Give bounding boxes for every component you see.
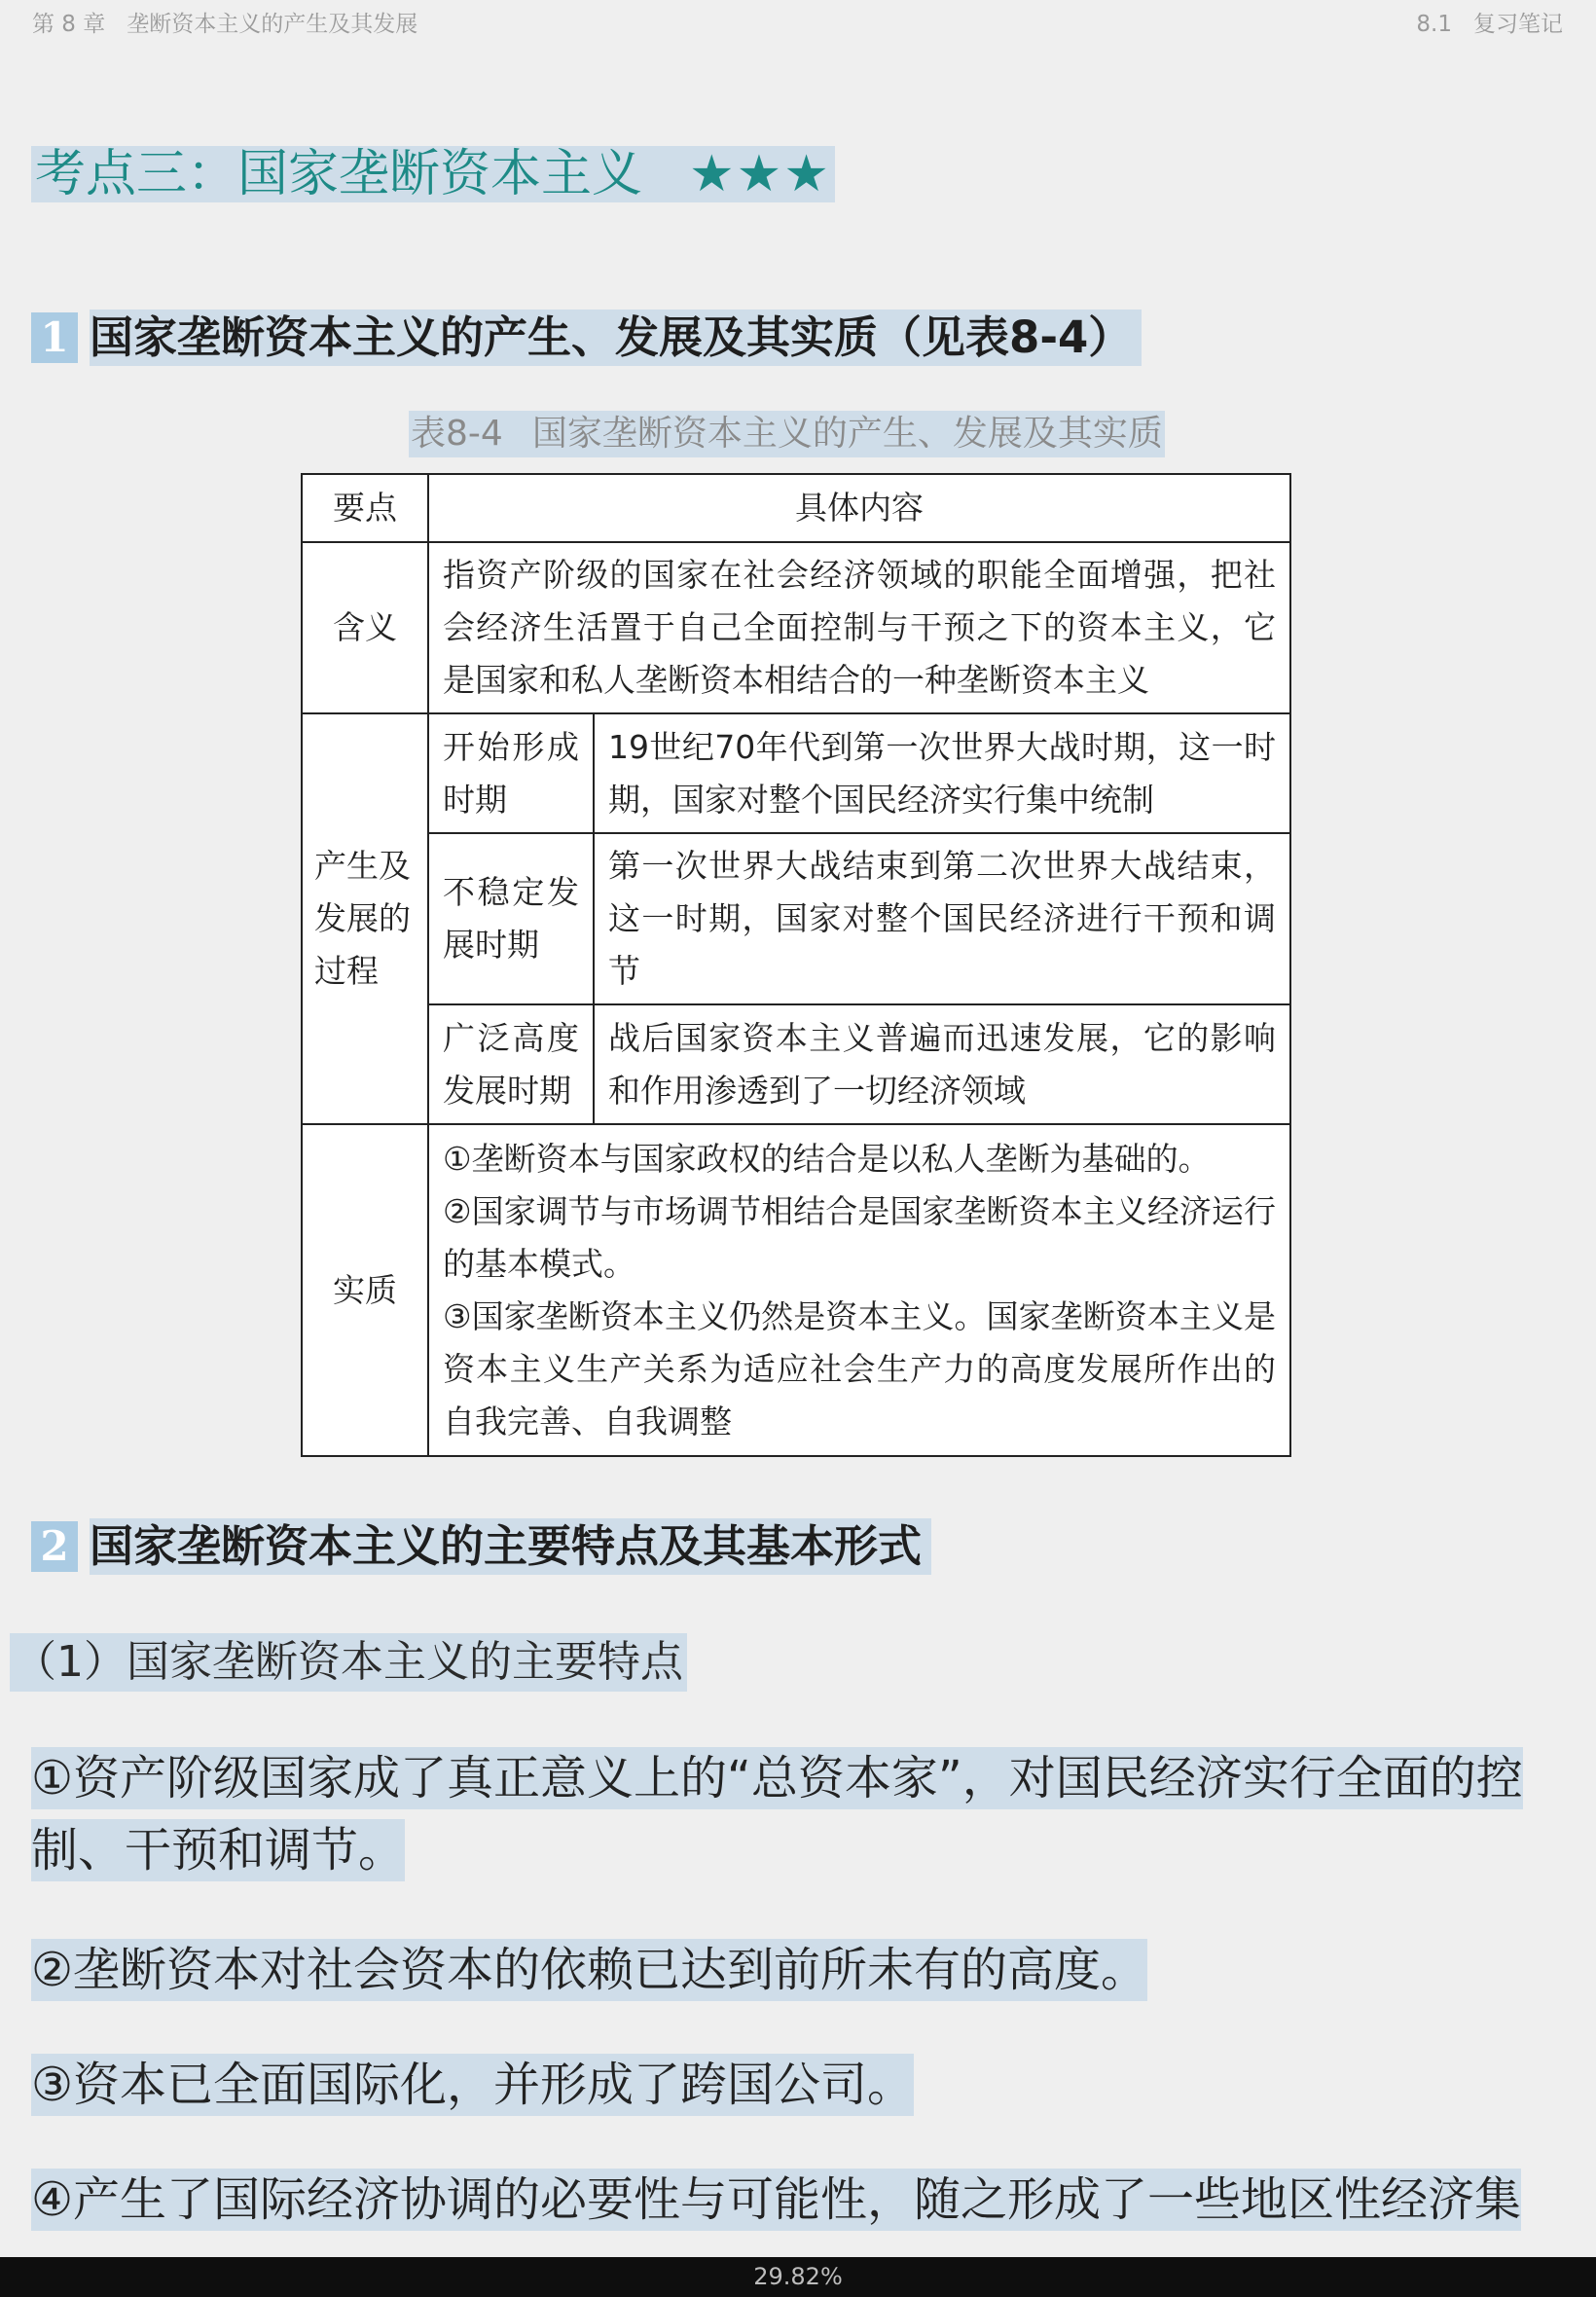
section-1-title: 国家垄断资本主义的产生、发展及其实质（见表8-4） — [90, 310, 1142, 366]
process-label: 产生及发展的过程 — [302, 713, 428, 1124]
process-text-1: 19世纪70年代到第一次世界大战时期，这一时期，国家对整个国民经济实行集中统制 — [594, 713, 1290, 833]
meaning-label: 含义 — [302, 542, 428, 713]
feature-point-2: ②垄断资本对社会资本的依赖已达到前所未有的高度。 — [31, 1934, 1530, 2006]
essence-line-2: ②国家调节与市场调节相结合是国家垄断资本主义经济运行的基本模式。 — [443, 1191, 1276, 1283]
header-chapter: 第 8 章 垄断资本主义的产生及其发展 — [32, 12, 418, 37]
running-header — [0, 4, 1596, 37]
essence-label: 实质 — [302, 1124, 428, 1456]
subheading-features: （1）国家垄断资本主义的主要特点 — [10, 1633, 687, 1692]
table-caption: 表8-4 国家垄断资本主义的产生、发展及其实质 — [409, 411, 1165, 457]
table-header-content: 具体内容 — [428, 474, 1290, 542]
section-2-heading — [31, 1518, 931, 1575]
reading-progress-bar — [0, 2257, 1596, 2297]
table-8-4 — [301, 473, 1291, 1457]
feature-point-4: ④产生了国际经济协调的必要性与可能性，随之形成了一些地区性经济集 — [31, 2164, 1530, 2236]
essence-line-1: ①垄断资本与国家政权的结合是以私人垄断为基础的。 — [443, 1139, 1211, 1178]
section-1-heading — [31, 310, 1142, 366]
feature-point-1: ①资产阶级国家成了真正意义上的“总资本家”，对国民经济实行全面的控制、干预和调节。 — [31, 1742, 1530, 1886]
section-1-number: 1 — [31, 312, 78, 363]
table-header-point: 要点 — [302, 474, 428, 542]
process-text-3: 战后国家资本主义普遍而迅速发展，它的影响和作用渗透到了一切经济领域 — [594, 1004, 1290, 1124]
process-period-2: 不稳定发展时期 — [428, 833, 594, 1004]
process-period-3: 广泛高度发展时期 — [428, 1004, 594, 1124]
section-2-number: 2 — [31, 1521, 78, 1572]
kaodian-title-text: 考点三：国家垄断资本主义 — [35, 145, 643, 203]
star-rating-icon: ★★★ — [689, 145, 831, 203]
kaodian-title — [31, 146, 835, 202]
meaning-text: 指资产阶级的国家在社会经济领域的职能全面增强，把社会经济生活置于自己全面控制与干预之下的资本主义，它是国家和私人垄断资本相结合的一种垄断资本主义 — [428, 542, 1290, 713]
feature-point-3: ③资本已全面国际化，并形成了跨国公司。 — [31, 2049, 1530, 2121]
essence-content — [428, 1124, 1290, 1456]
header-section: 8.1 复习笔记 — [1416, 12, 1563, 37]
process-text-2: 第一次世界大战结束到第二次世界大战结束，这一时期，国家对整个国民经济进行干预和调节 — [594, 833, 1290, 1004]
progress-percent: 29.82% — [753, 2263, 843, 2290]
section-2-title: 国家垄断资本主义的主要特点及其基本形式 — [90, 1518, 931, 1575]
process-period-1: 开始形成时期 — [428, 713, 594, 833]
essence-line-3: ③国家垄断资本主义仍然是资本主义。国家垄断资本主义是资本主义生产关系为适应社会生产力的高度发展所作出的自我完善、自我调整 — [443, 1296, 1276, 1440]
